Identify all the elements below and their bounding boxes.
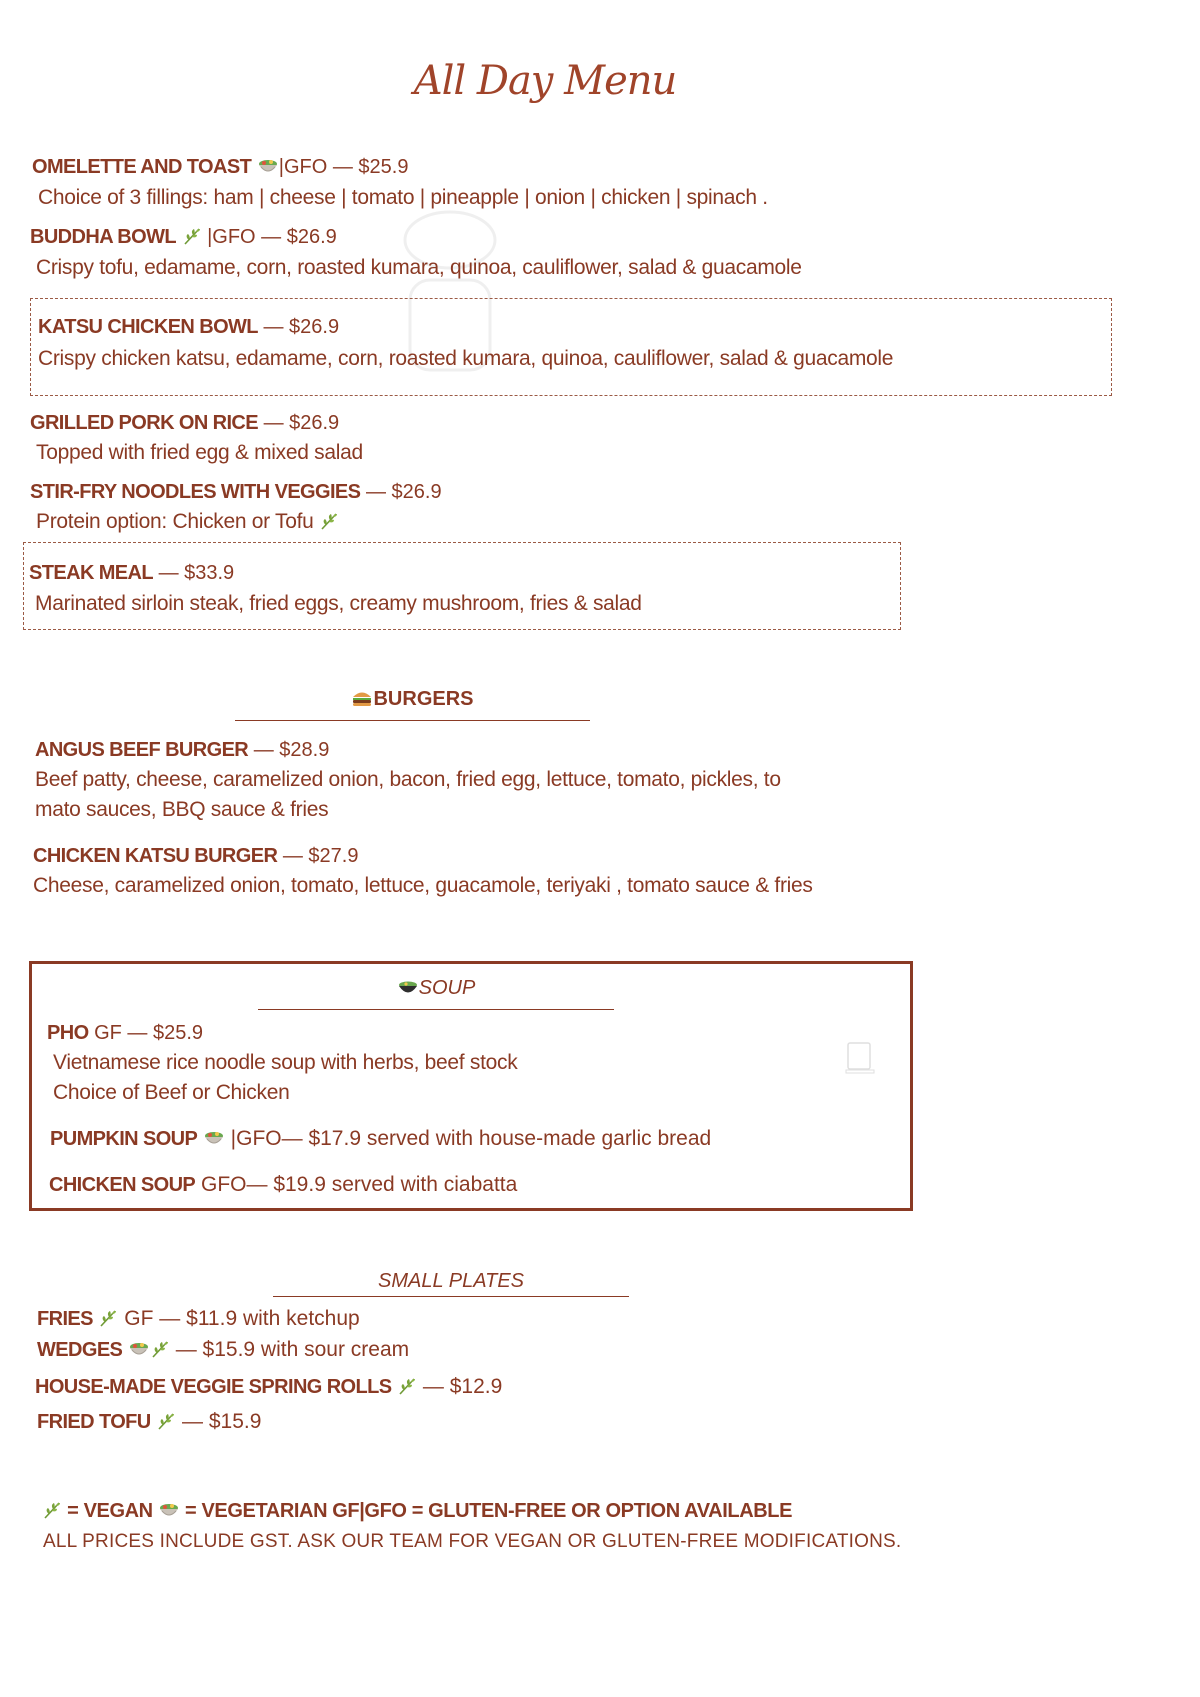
menu-item-name bbox=[38, 316, 339, 339]
menu-item-name bbox=[32, 156, 408, 179]
featured-box bbox=[23, 542, 901, 630]
item-price: — $26.9 bbox=[360, 481, 442, 503]
item-price: — $15.9 with sour cream bbox=[169, 1338, 410, 1361]
section-heading-text: SOUP bbox=[418, 977, 476, 999]
menu-item-description bbox=[36, 510, 339, 534]
item-title: GRILLED PORK ON RICE bbox=[30, 412, 259, 434]
item-title: PUMPKIN SOUP bbox=[50, 1128, 198, 1150]
item-title: ANGUS BEEF BURGER bbox=[35, 739, 249, 761]
menu-item-name bbox=[37, 1410, 261, 1434]
item-price: GF — $25.9 bbox=[88, 1022, 204, 1044]
item-title: FRIED TOFU bbox=[37, 1411, 151, 1433]
menu-item-description: mato sauces, BBQ sauce & fries bbox=[35, 798, 329, 821]
item-price: GF — $11.9 with ketchup bbox=[118, 1307, 360, 1330]
menu-item-name bbox=[30, 226, 337, 249]
menu-item-name bbox=[30, 481, 442, 504]
item-title: CHICKEN SOUP bbox=[49, 1174, 196, 1196]
menu-item-description: Beef patty, cheese, caramelized onion, bacon, fried egg, lettuce, tomato, pickles, to bbox=[35, 768, 781, 791]
soup-bowl-icon bbox=[397, 977, 419, 997]
item-title: HOUSE-MADE VEGGIE SPRING ROLLS bbox=[35, 1376, 392, 1398]
item-price: — $27.9 bbox=[277, 845, 359, 867]
menu-item-description: Choice of Beef or Chicken bbox=[53, 1081, 290, 1104]
item-title: BUDDHA BOWL bbox=[30, 226, 176, 248]
menu-item-name bbox=[50, 1127, 711, 1151]
pricing-note: ALL PRICES INCLUDE GST. ASK OUR TEAM FOR VEGAN OR GLUTEN-FREE MODIFICATIONS. bbox=[43, 1531, 902, 1552]
leaf-icon bbox=[319, 511, 339, 531]
salad-bowl-icon bbox=[128, 1339, 150, 1359]
menu-item-description: Vietnamese rice noodle soup with herbs, beef stock bbox=[53, 1051, 518, 1074]
item-price: — $12.9 bbox=[417, 1375, 503, 1398]
leaf-icon bbox=[42, 1500, 62, 1520]
item-price: — $28.9 bbox=[248, 739, 330, 761]
menu-item-name bbox=[47, 1022, 203, 1045]
section-heading-text: BURGERS bbox=[373, 688, 474, 710]
section-divider bbox=[273, 1296, 629, 1297]
item-title: FRIES bbox=[37, 1308, 93, 1330]
menu-item-name bbox=[35, 739, 329, 762]
legend bbox=[42, 1500, 792, 1523]
menu-item-name bbox=[37, 1307, 360, 1331]
section-divider bbox=[258, 1009, 614, 1010]
item-price: |GFO— $17.9 served with house-made garlic bread bbox=[224, 1127, 712, 1150]
section-heading-small-plates bbox=[273, 1270, 629, 1293]
menu-item-description: Topped with fried egg & mixed salad bbox=[36, 441, 363, 464]
menu-item-description: Marinated sirloin steak, fried eggs, creamy mushroom, fries & salad bbox=[35, 592, 642, 615]
menu-item-description: Crispy tofu, edamame, corn, roasted kumara, quinoa, cauliflower, salad & guacamole bbox=[36, 256, 802, 279]
item-title: OMELETTE AND TOAST bbox=[32, 156, 252, 178]
section-heading-soup bbox=[258, 977, 614, 1000]
salad-bowl-icon bbox=[158, 1500, 180, 1520]
item-price: — $15.9 bbox=[176, 1410, 262, 1433]
menu-item-description: Choice of 3 fillings: ham | cheese | tomato | pineapple | onion | chicken | spinach . bbox=[38, 186, 768, 209]
item-title: PHO bbox=[47, 1022, 89, 1044]
item-price: — $33.9 bbox=[153, 562, 235, 584]
menu-item-name bbox=[35, 1375, 502, 1399]
item-price: |GFO — $26.9 bbox=[201, 226, 337, 248]
menu-item-name bbox=[30, 412, 339, 435]
item-title: STEAK MEAL bbox=[29, 562, 154, 584]
burger-icon bbox=[351, 688, 373, 708]
leaf-icon bbox=[182, 226, 202, 246]
item-description-text: Protein option: Chicken or Tofu bbox=[36, 510, 314, 533]
item-price: |GFO — $25.9 bbox=[278, 156, 409, 178]
leaf-icon bbox=[98, 1308, 118, 1328]
leaf-icon bbox=[397, 1376, 417, 1396]
legend-vegan: = VEGAN bbox=[62, 1500, 158, 1522]
section-heading-text: SMALL PLATES bbox=[378, 1270, 524, 1292]
item-title: WEDGES bbox=[37, 1339, 123, 1361]
item-price: — $26.9 bbox=[257, 316, 340, 338]
item-title: CHICKEN KATSU BURGER bbox=[33, 845, 278, 867]
menu-item-name bbox=[49, 1173, 517, 1197]
menu-item-name bbox=[33, 845, 358, 868]
section-heading-burgers bbox=[235, 688, 590, 711]
salad-bowl-icon bbox=[257, 156, 279, 176]
section-divider bbox=[235, 720, 590, 721]
salad-bowl-icon bbox=[203, 1128, 225, 1148]
item-price: GFO— $19.9 served with ciabatta bbox=[195, 1173, 518, 1196]
item-title: STIR-FRY NOODLES WITH VEGGIES bbox=[30, 481, 361, 503]
menu-item-description: Cheese, caramelized onion, tomato, lettuce, guacamole, teriyaki , tomato sauce & fries bbox=[33, 874, 813, 897]
menu-item-name bbox=[29, 562, 234, 585]
item-price: — $26.9 bbox=[258, 412, 340, 434]
legend-vegetarian-gf: = VEGETARIAN GF|GFO = GLUTEN-FREE OR OPTION AVAILABLE bbox=[179, 1500, 793, 1522]
item-title: KATSU CHICKEN BOWL bbox=[38, 316, 258, 338]
menu-item-name bbox=[37, 1338, 409, 1362]
leaf-icon bbox=[150, 1339, 170, 1359]
leaf-icon bbox=[156, 1411, 176, 1431]
menu-item-description: Crispy chicken katsu, edamame, corn, roasted kumara, quinoa, cauliflower, salad & guacamole bbox=[38, 347, 894, 370]
page-title: All Day Menu bbox=[413, 58, 677, 104]
